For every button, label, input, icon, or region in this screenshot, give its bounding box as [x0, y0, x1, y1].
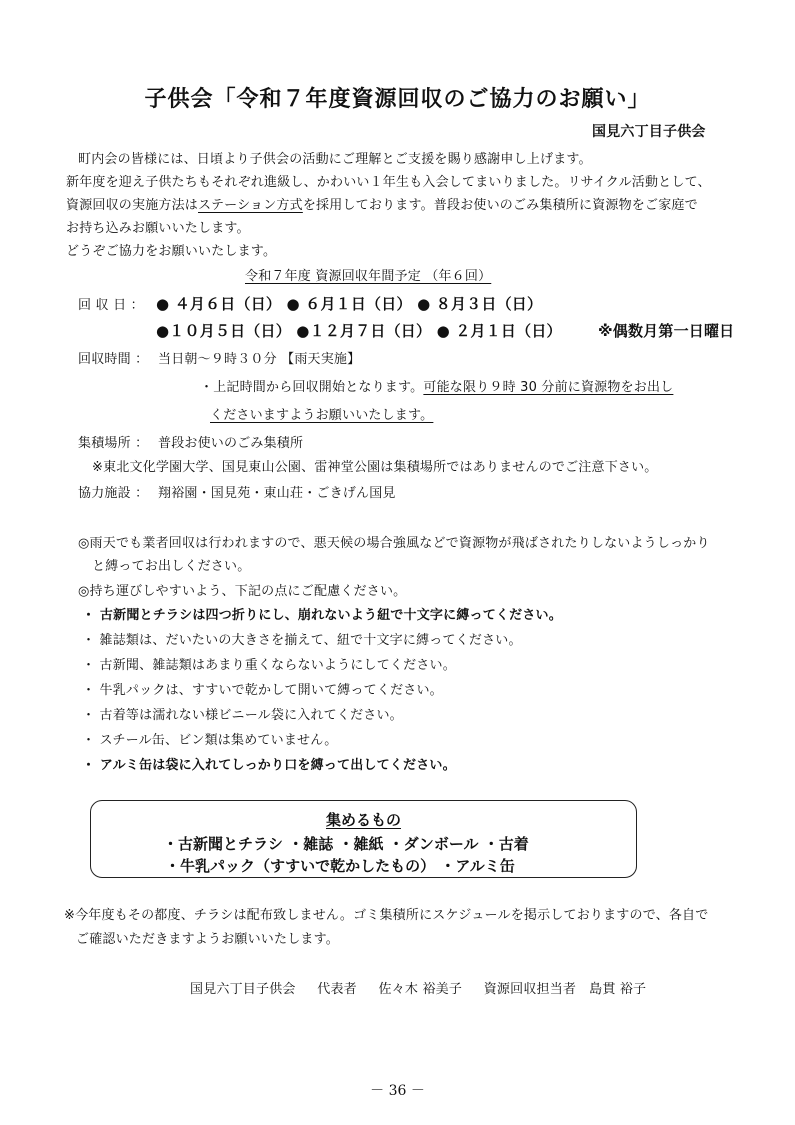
rain-note-line-2: と縛ってお出しください。 [92, 559, 251, 574]
list-item: ・ 古着等は濡れない様ビニール袋に入れてください。 [82, 708, 403, 723]
list-item: ・ 雑誌類は、だいたいの大きさを揃えて、紐で十文字に縛ってください。 [82, 633, 522, 648]
intro-text: を採用しております。普段お使いのごみ集積所に資源物をご家庭で [302, 198, 698, 213]
intro-line: 新年度を迎え子供たちもそれぞれ進級し、かわいい１年生も入会してまいりました。リサイクル活動として、 [66, 175, 711, 190]
facility-value: 翔裕園・国見苑・東山荘・ごきげん国見 [158, 486, 396, 501]
time-value: 当日朝～９時３０分 【雨天実施】 [158, 352, 361, 367]
time-note-prefix: ・上記時間から回収開始となります。 [200, 380, 424, 395]
intro-text: 資源回収の実施方法は [66, 198, 199, 213]
place-note: ※東北文化学園大学、国見東山公園、雷神堂公園は集積場所ではありませんのでご注意下さい。 [92, 460, 658, 475]
station-method-text: ステーション方式 [198, 198, 303, 213]
list-item: ・ アルミ缶は袋に入れてしっかり口を縛って出してください。 [82, 758, 456, 773]
footer-note-line-2: ご確認いただきますようお願いいたします。 [76, 932, 339, 947]
facility-label: 協力施設 ： [78, 486, 149, 501]
rain-note-line-1: ◎雨天でも業者回収は行われますので、悪天候の場合強風などで資源物が飛ばされたりしないようしっかり [78, 536, 710, 551]
signature: 国見六丁目子供会 代表者 佐々木 裕美子 資源回収担当者 島貫 裕子 [190, 982, 647, 997]
time-note-line-2: くださいますようお願いいたします。 [210, 408, 434, 423]
intro-line: お持ち込みお願いいたします。 [66, 221, 250, 236]
place-value: 普段お使いのごみ集積所 [158, 436, 304, 451]
time-note-emphasis: 可能な限り９時 30 分前に資源物をお出し [423, 380, 674, 395]
list-item: ・ スチール缶、ビン類は集めていません。 [82, 733, 338, 748]
collected-items-box [90, 800, 637, 878]
list-item: ・ 古新聞とチラシは四つ折りにし、崩れないよう紐で十文字に縛ってください。 [82, 608, 562, 623]
page-number: － 36 － [370, 1083, 425, 1099]
collected-items-line-2: ・牛乳パック（すすいで乾かしたもの） ・アルミ缶 [165, 857, 515, 875]
intro-line [66, 198, 698, 214]
intro-line: どうぞご協力をお願いいたします。 [66, 244, 277, 259]
collected-items-title-text: 集めるもの [325, 811, 401, 829]
dates-note: ※偶数月第一日曜日 [598, 322, 735, 340]
organization-name: 国見六丁目子供会 [592, 124, 706, 140]
time-label: 回収時間 ： [78, 352, 149, 367]
schedule-heading: 令和７年度 資源回収年間予定 （年６回） [245, 269, 492, 284]
list-item: ・ 牛乳パックは、すすいで乾かして開いて縛ってください。 [82, 683, 443, 698]
list-item: ・ 古新聞、雑誌類はあまり重くならないようにしてください。 [82, 658, 456, 673]
collected-items-line-1: ・古新聞とチラシ ・雑誌 ・雑紙 ・ダンボール ・古着 [163, 835, 529, 853]
time-note-line-1 [200, 380, 673, 396]
carry-note: ◎持ち運びしやすいよう、下記の点にご配慮ください。 [78, 584, 407, 599]
dates-row-1: ● ４月６日（日） ● ６月１日（日） ● ８月３日（日） [156, 295, 543, 313]
dates-row-2: ●１０月５日（日） ●１２月７日（日） ● ２月１日（日） [156, 322, 562, 340]
collected-items-title [91, 809, 636, 830]
intro-line: 町内会の皆様には、日頃より子供会の活動にご理解とご支援を賜り感謝申し上げます。 [78, 152, 592, 167]
page-title: 子供会「令和７年度資源回収のご協力のお願い」 [144, 87, 651, 112]
place-label: 集積場所 ： [78, 436, 149, 451]
dates-label: 回 収 日 ： [78, 298, 144, 313]
footer-note-line-1: ※今年度もその都度、チラシは配布致しません。ゴミ集積所にスケジュールを掲示しておりますので、各自で [64, 908, 709, 923]
